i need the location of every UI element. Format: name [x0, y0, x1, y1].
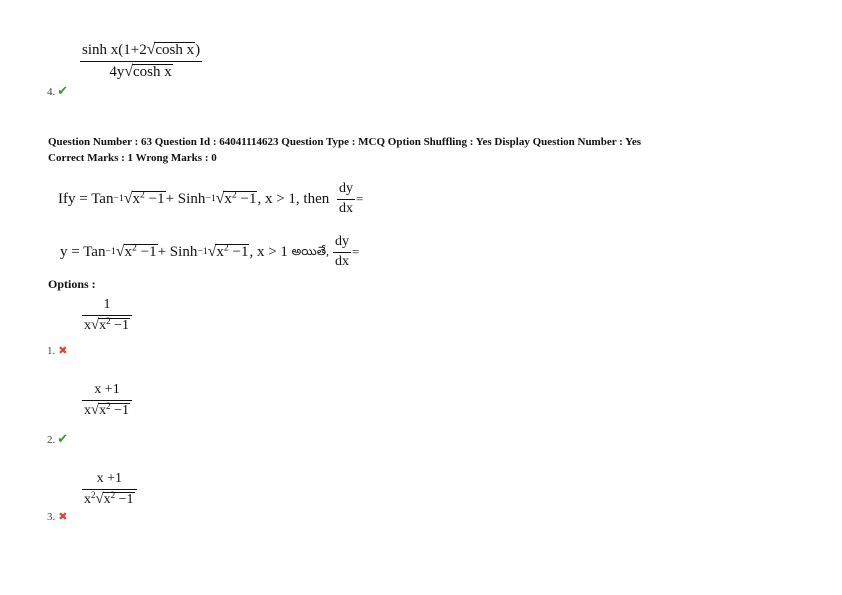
superscript: 2	[223, 242, 229, 254]
text: dy	[339, 181, 353, 196]
text: −1	[110, 402, 130, 418]
superscript: 2	[140, 189, 145, 201]
text: + Sinh	[157, 243, 198, 260]
text: −1	[144, 191, 165, 208]
option-2-label	[47, 431, 68, 447]
dy-dx-fraction	[337, 182, 355, 216]
text: −1	[136, 244, 157, 261]
prev-option-4-label	[47, 83, 68, 99]
cross-icon: ✖	[58, 511, 68, 523]
text: y = Tan	[60, 243, 106, 260]
check-icon: ✔	[57, 431, 69, 446]
prev-option-4-denominator: 4y√cosh x	[109, 62, 172, 80]
numerator: x +1	[94, 382, 120, 397]
superscript: 2	[231, 189, 237, 201]
text: y = Tan	[68, 190, 114, 207]
text: + Sinh	[165, 190, 206, 207]
radicand	[98, 315, 130, 333]
numerator: x +1	[96, 471, 122, 486]
text: x	[84, 402, 91, 418]
numerator: 1	[103, 297, 111, 312]
radicand	[223, 191, 257, 207]
text: −1	[228, 244, 249, 261]
denominator: $x√x^2 -1$	[84, 315, 130, 333]
option-2-formula[interactable]	[82, 383, 132, 418]
question-telugu: y = Tan −1 √ $x^2 -1$ + Sinh −1 √ $x^2 -1$ , x > 1 అయితే, $\frac{dy}{dx}$ =	[60, 234, 360, 269]
radicand	[103, 489, 135, 507]
radicand	[124, 244, 158, 260]
text: x	[99, 317, 107, 333]
radicand	[98, 400, 130, 418]
option-number: 1.	[47, 345, 56, 357]
text: dx	[339, 200, 353, 216]
question-meta-line1: Question Number : 63 Question Id : 64041114623 Question Type : MCQ Option Shuffling : Yes Display Question Number : Yes	[48, 136, 642, 148]
text: =	[356, 191, 364, 207]
text: x	[224, 191, 232, 208]
text: x	[132, 191, 140, 208]
denominator: $x^2√x^2 -1$	[84, 489, 134, 507]
fraction-bar	[337, 199, 355, 200]
text: −1	[236, 191, 257, 208]
question-english: If y = Tan −1 √ $x^2 -1$ + Sinh −1 √ $x^2 -1$ , x > 1, then $\frac{dy}{dx}$ =	[58, 181, 364, 216]
radicand: cosh x	[155, 42, 195, 58]
dy-dx-fraction	[333, 235, 351, 269]
text: x	[84, 491, 91, 507]
prev-option-4-numerator: sinh x(1+2√cosh x)	[82, 41, 201, 58]
text: , x > 1, then	[257, 190, 333, 207]
superscript: 2	[106, 400, 111, 411]
options-label: Options :	[48, 277, 96, 291]
text: x	[99, 402, 107, 418]
text: If	[58, 190, 68, 207]
superscript: 2	[106, 315, 111, 326]
fraction-bar	[333, 252, 351, 253]
text: =	[352, 244, 360, 260]
radicand: cosh x	[133, 63, 172, 80]
text: x	[124, 244, 132, 261]
denominator: $x√x^2 -1$	[84, 400, 130, 418]
cross-icon: ✖	[58, 345, 68, 357]
option-3-label	[47, 510, 67, 523]
fraction-bar	[80, 61, 202, 62]
question-meta-line2: Correct Marks : 1 Wrong Marks : 0	[48, 152, 217, 164]
radicand	[215, 244, 249, 260]
text: x	[103, 491, 111, 507]
text: x	[216, 244, 224, 261]
superscript: 2	[132, 242, 137, 254]
text: , x > 1	[249, 243, 292, 260]
check-icon: ✔	[57, 83, 69, 98]
text: x	[84, 317, 91, 333]
text: −1	[115, 491, 134, 507]
text: )	[195, 42, 201, 58]
text: sinh x(1+2	[82, 42, 147, 58]
text: dy	[335, 234, 350, 249]
option-number: 4.	[47, 86, 56, 98]
option-3-formula[interactable]	[82, 472, 137, 507]
option-1-formula[interactable]	[82, 298, 132, 333]
text: 4y	[109, 63, 125, 80]
text: dx	[335, 253, 350, 269]
option-number: 3.	[47, 511, 56, 523]
option-number: 2.	[47, 434, 56, 446]
prev-option-4-formula	[80, 42, 202, 81]
text: −1	[110, 317, 130, 333]
option-1-label	[47, 344, 67, 357]
superscript: 2	[110, 489, 116, 500]
radicand	[132, 191, 166, 207]
superscript: 2	[91, 489, 96, 500]
telugu-text: అయితే,	[291, 243, 330, 258]
